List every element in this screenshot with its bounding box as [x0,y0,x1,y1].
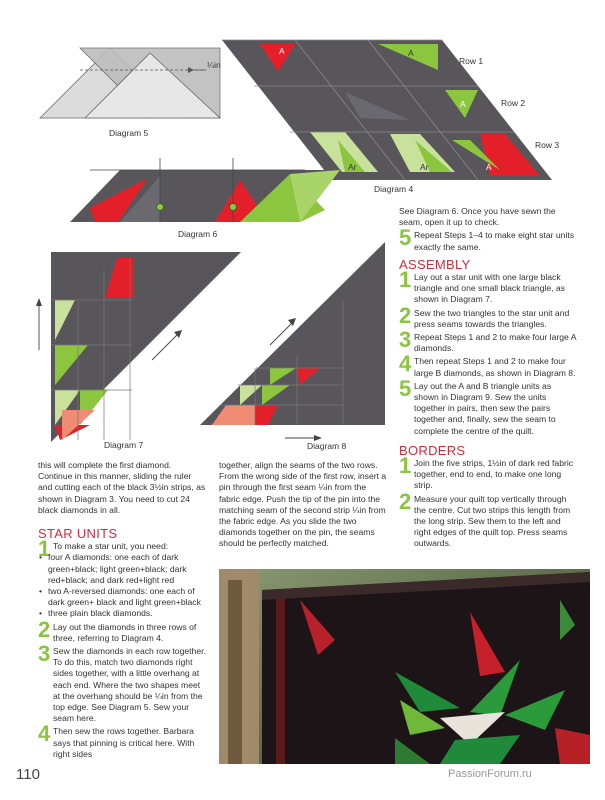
left-column [38,460,208,760]
diagram-7-caption: Diagram 7 [104,440,144,450]
diamond-label-a-4: A [486,162,492,172]
step-text: Join the five strips, 1½in of dark red fabric together, end to end, to make one long strip. [414,458,574,491]
step-text: Repeat Steps 1 and 2 to make four large A diamonds. [414,332,576,354]
step-number: 1 [399,453,412,479]
step-number: 4 [38,721,51,747]
middle-text: together, align the seams of the two rows. From the wrong side of the first row, insert a pin through the first seam ¼in from the fabric edge. Push the tip of the pin into the matching seam of the second strip ¼in from the fabric edge. As you slide the two diamonds together on the pin, the seams should be perfectly matched. [219,460,387,549]
step-number: 2 [399,488,412,514]
step-text: Lay out the A and B triangle units as shown in Diagram 9. Sew the units together in pairs, then sew the pairs together and, finally, sew the seam to complete the centre of the quilt. [414,380,556,436]
star-step-5 [399,225,577,252]
row-1-label: Row 1 [459,56,484,66]
bullet-item: • two A-reversed diamonds: one each of dark green+ black and light green+black [38,586,208,608]
diagram-8-caption: Diagram 8 [307,441,347,451]
diagram-5-caption: Diagram 5 [109,128,149,138]
step-text: To make a star unit, you need: [53,541,169,552]
middle-column [219,460,389,550]
bullet-item: • three plain black diamonds. [38,608,208,619]
diamond-label-ar-1: Ar [348,162,357,172]
assembly-step-3 [399,327,577,354]
row-3-label: Row 3 [535,140,560,150]
assembly-step-4 [399,351,577,378]
step-text: Then sew the rows together. Barbara says that pinning is critical here. With right sides [53,726,195,759]
assembly-heading: ASSEMBLY [399,256,471,272]
step-text: Lay out a star unit with one large black triangle and one small black triangle, as shown in Diagram 7. [414,272,565,305]
continuation-text: See Diagram 6. Once you have sewn the seam, open it up to check. [399,206,556,228]
right-column [399,206,577,550]
diamond-label-ar-2: Ar [420,162,429,172]
borders-step-2 [399,488,577,550]
diamond-label-a-3: A [460,99,466,109]
diamond-label-a-1: A [279,46,285,56]
step-number: 3 [399,327,412,353]
step-text: Sew the diamonds in each row together. To do this, match two diamonds right sides together, with a little overhang at each end. Where the two shapes meet at the overhang should be ¼in from the top edge. See Diagram 5. Sew your seam here. [53,646,206,724]
step-number: 2 [399,302,412,328]
intro-text: this will complete the first diamond. Continue in this manner, sliding the ruler and cutting each of the black 3½in strips, as shown in Diagram 3. You need to cut 24 black diamonds in all. [38,460,206,515]
diagram-5-measure: ¼in [207,60,221,70]
bullet-item: • four A diamonds: one each of dark green+black; light green+black; dark red+black; and dark red+light red [38,552,208,586]
step-number: 5 [399,375,412,401]
step-number: 2 [38,616,51,642]
star-units-heading: STAR UNITS [38,526,118,542]
step-text: Lay out the diamonds in three rows of three, referring to Diagram 4. [53,621,197,643]
star-step-4 [38,721,208,760]
diagram-4-caption: Diagram 4 [374,184,414,194]
step-number: 4 [399,351,412,377]
step-number: 5 [399,225,412,251]
borders-heading: BORDERS [399,442,466,458]
borders-step-1 [399,453,577,492]
assembly-step-5 [399,375,577,437]
diagram-6-caption: Diagram 6 [178,229,218,239]
star-step-3 [38,641,208,724]
step-number: 3 [38,641,51,667]
step-text: Repeat Steps 1–4 to make eight star units exactly the same. [414,230,575,252]
assembly-step-2 [399,302,577,330]
watermark: PassionForum.ru [448,768,532,780]
star-step-1 [38,536,208,562]
step-number: 1 [399,267,412,293]
row-2-label: Row 2 [501,98,526,108]
star-step-2 [38,616,208,644]
step-text: Then repeat Steps 1 and 2 to make four large B diamonds, as shown in Diagram 8. [414,356,576,378]
step-text: Sew the two triangles to the star unit and press seams towards the triangles. [414,307,570,329]
step-text: Measure your quilt top vertically through the centre. Cut two strips this length from the long strip. Sew them to the left and right edges of the quilt top. Press seams outwards. [414,493,571,549]
step-number: 1 [38,536,51,562]
page-number: 110 [16,766,40,783]
assembly-step-1 [399,267,577,306]
diamond-label-a-2: A [408,48,414,58]
